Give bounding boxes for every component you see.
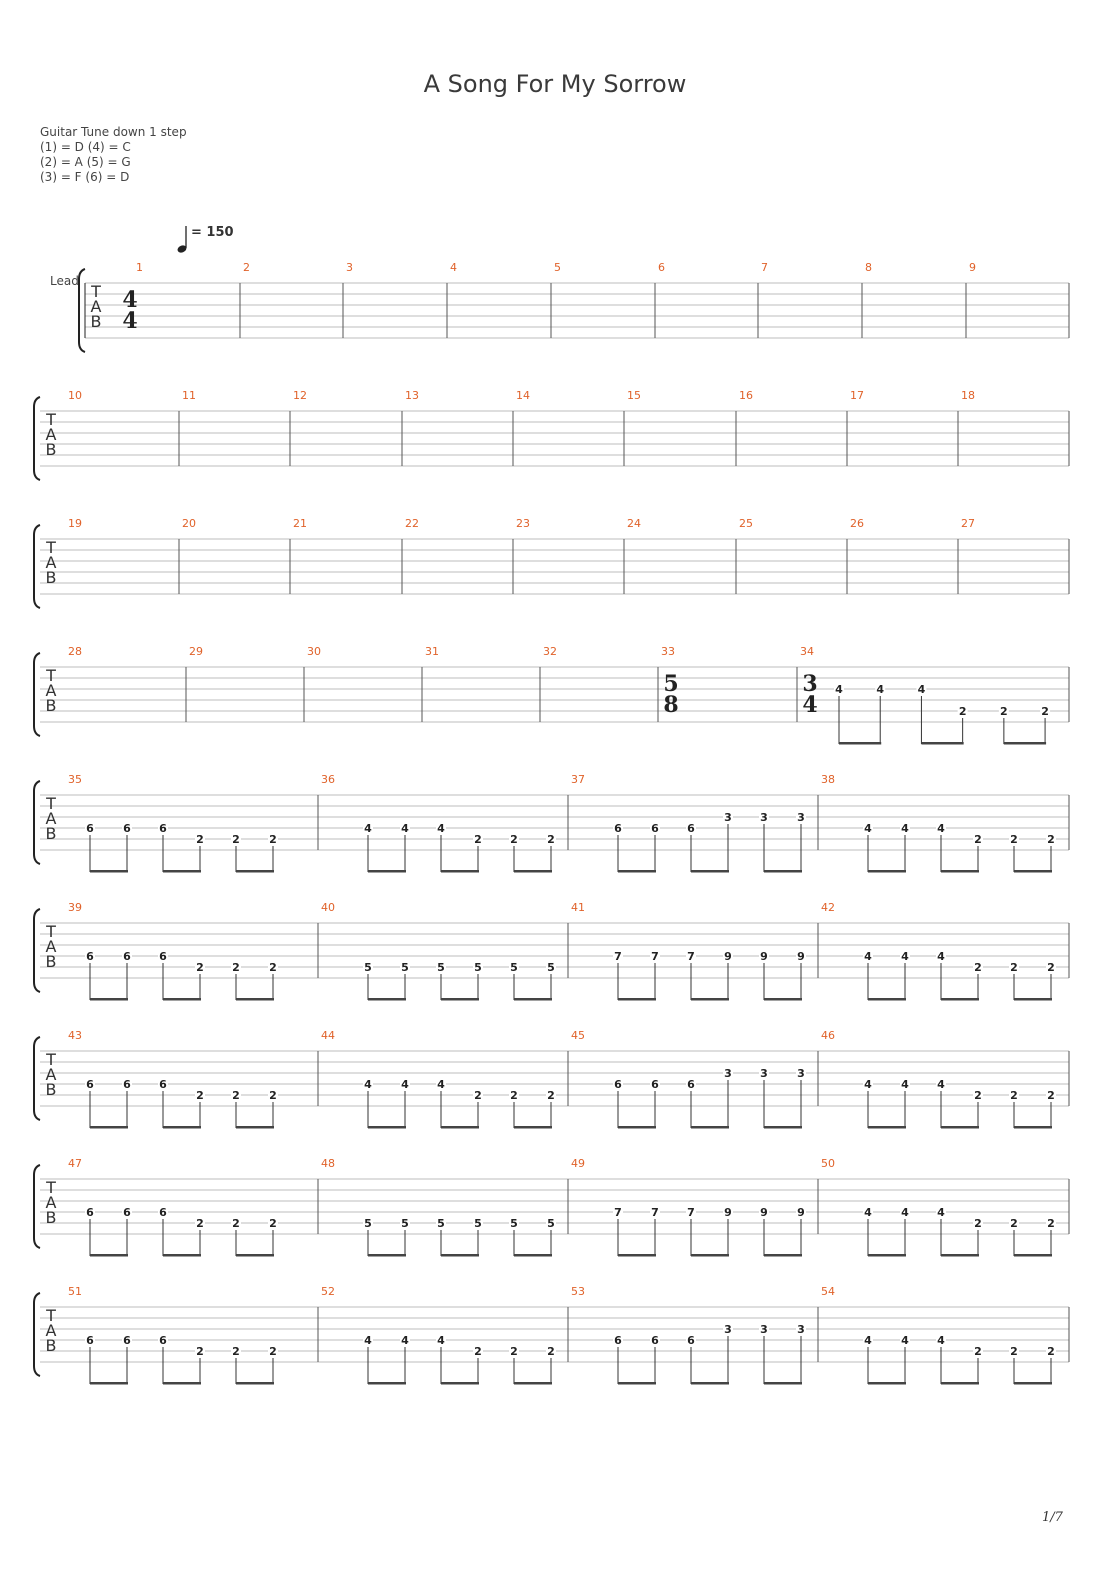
- beam: [441, 1126, 479, 1129]
- fret-number: 2: [1010, 833, 1018, 846]
- fret-number: 5: [510, 1217, 518, 1230]
- beam: [90, 998, 128, 1001]
- fret-number: 2: [1010, 961, 1018, 974]
- beam: [1014, 1254, 1052, 1257]
- fret-number: 6: [651, 1078, 659, 1091]
- fret-number: 7: [614, 1206, 622, 1219]
- beam: [441, 998, 479, 1001]
- measure-number: 44: [321, 1029, 335, 1042]
- fret-number: 6: [86, 1078, 94, 1091]
- fret-number: 4: [876, 683, 885, 696]
- fret-number: 6: [651, 1334, 659, 1347]
- beam: [90, 870, 128, 873]
- fret-number: 4: [401, 1334, 409, 1347]
- fret-number: 2: [974, 1089, 982, 1102]
- beam: [691, 1126, 729, 1129]
- measure-number: 11: [182, 389, 196, 402]
- fret-number: 9: [724, 950, 732, 963]
- tab-clef-letter: T: [46, 538, 56, 557]
- tab-clef-letter: B: [45, 1208, 57, 1227]
- beam: [441, 870, 479, 873]
- fret-number: 7: [687, 950, 695, 963]
- measure-number: 16: [739, 389, 753, 402]
- beam: [163, 998, 201, 1001]
- measure-number: 51: [68, 1285, 82, 1298]
- fret-number: 2: [196, 1217, 204, 1230]
- tab-clef-letter: B: [45, 696, 57, 715]
- beam: [618, 998, 656, 1001]
- measure-number: 43: [68, 1029, 82, 1042]
- beam: [941, 1254, 979, 1257]
- beam: [691, 870, 729, 873]
- measure-number: 1: [136, 261, 143, 274]
- measure-number: 37: [571, 773, 585, 786]
- fret-number: 4: [901, 1334, 909, 1347]
- system-bracket: [34, 397, 40, 480]
- tab-clef-letter: A: [45, 809, 57, 828]
- measure-number: 48: [321, 1157, 335, 1170]
- beam: [1004, 742, 1046, 745]
- fret-number: 6: [687, 822, 695, 835]
- beam: [236, 1382, 274, 1385]
- fret-number: 5: [474, 1217, 482, 1230]
- fret-number: 3: [797, 1323, 805, 1336]
- measure-number: 10: [68, 389, 82, 402]
- fret-number: 7: [687, 1206, 695, 1219]
- measure-number: 35: [68, 773, 82, 786]
- beam: [90, 1126, 128, 1129]
- fret-number: 2: [1047, 1217, 1055, 1230]
- tab-clef-letter: T: [46, 666, 56, 685]
- measure-number: 3: [346, 261, 353, 274]
- fret-number: 2: [1047, 961, 1055, 974]
- fret-number: 2: [1047, 833, 1055, 846]
- beam: [941, 1382, 979, 1385]
- system-bracket: [79, 269, 85, 352]
- beam: [618, 1126, 656, 1129]
- tab-clef-letter: T: [91, 282, 101, 301]
- beam: [921, 742, 963, 745]
- fret-number: 2: [232, 961, 240, 974]
- fret-number: 2: [269, 961, 277, 974]
- page-number: 1/7: [1042, 1510, 1063, 1525]
- fret-number: 3: [760, 811, 768, 824]
- time-signature-bottom: 8: [663, 692, 679, 718]
- beam: [163, 1254, 201, 1257]
- time-signature-top: 5: [663, 671, 679, 697]
- tab-clef-letter: B: [45, 568, 57, 587]
- measure-number: 41: [571, 901, 585, 914]
- measure-number: 24: [627, 517, 641, 530]
- fret-number: 6: [86, 1334, 94, 1347]
- fret-number: 4: [864, 950, 872, 963]
- system-bracket: [34, 1037, 40, 1120]
- tab-clef-letter: A: [45, 937, 57, 956]
- fret-number: 6: [687, 1334, 695, 1347]
- fret-number: 2: [269, 1217, 277, 1230]
- fret-number: 2: [1010, 1345, 1018, 1358]
- beam: [368, 998, 406, 1001]
- fret-number: 2: [1047, 1345, 1055, 1358]
- beam: [764, 1126, 802, 1129]
- measure-number: 40: [321, 901, 335, 914]
- fret-number: 4: [364, 1334, 372, 1347]
- fret-number: 2: [510, 1089, 518, 1102]
- measure-number: 17: [850, 389, 864, 402]
- fret-number: 4: [864, 1334, 872, 1347]
- fret-number: 6: [86, 822, 94, 835]
- system-bracket: [34, 909, 40, 992]
- fret-number: 2: [1041, 705, 1049, 718]
- beam: [764, 870, 802, 873]
- system-bracket: [34, 1165, 40, 1248]
- fret-number: 2: [1010, 1217, 1018, 1230]
- tab-clef-letter: A: [45, 425, 57, 444]
- tuning-line: (3) = F (6) = D: [40, 170, 130, 184]
- beam: [764, 1254, 802, 1257]
- measure-number: 15: [627, 389, 641, 402]
- measure-number: 54: [821, 1285, 835, 1298]
- fret-number: 6: [86, 1206, 94, 1219]
- tab-clef-letter: T: [46, 794, 56, 813]
- fret-number: 4: [937, 1078, 945, 1091]
- tab-clef-letter: A: [45, 553, 57, 572]
- fret-number: 5: [547, 1217, 555, 1230]
- measure-number: 2: [243, 261, 250, 274]
- tab-clef-letter: B: [90, 312, 102, 331]
- fret-number: 2: [232, 1217, 240, 1230]
- measure-number: 38: [821, 773, 835, 786]
- fret-number: 6: [687, 1078, 695, 1091]
- beam: [868, 1382, 906, 1385]
- fret-number: 2: [974, 1217, 982, 1230]
- system-bracket: [34, 1293, 40, 1376]
- beam: [1014, 998, 1052, 1001]
- time-signature-top: 3: [802, 671, 818, 697]
- beam: [368, 1254, 406, 1257]
- beam: [90, 1382, 128, 1385]
- beam: [441, 1254, 479, 1257]
- measure-number: 36: [321, 773, 335, 786]
- beam: [514, 1382, 552, 1385]
- fret-number: 4: [937, 1206, 945, 1219]
- system-bracket: [34, 653, 40, 736]
- fret-number: 4: [401, 822, 409, 835]
- measure-number: 20: [182, 517, 196, 530]
- fret-number: 6: [86, 950, 94, 963]
- measure-number: 29: [189, 645, 203, 658]
- measure-number: 21: [293, 517, 307, 530]
- fret-number: 4: [901, 1206, 909, 1219]
- system-bracket: [34, 781, 40, 864]
- fret-number: 9: [724, 1206, 732, 1219]
- fret-number: 5: [437, 1217, 445, 1230]
- beam: [236, 870, 274, 873]
- measure-number: 12: [293, 389, 307, 402]
- measure-number: 5: [554, 261, 561, 274]
- fret-number: 3: [724, 1067, 732, 1080]
- fret-number: 4: [937, 950, 945, 963]
- fret-number: 2: [974, 961, 982, 974]
- fret-number: 2: [974, 1345, 982, 1358]
- fret-number: 6: [159, 1078, 167, 1091]
- fret-number: 4: [437, 1078, 445, 1091]
- tab-clef-letter: B: [45, 440, 57, 459]
- fret-number: 3: [724, 811, 732, 824]
- time-signature-bottom: 4: [122, 308, 138, 334]
- fret-number: 6: [159, 950, 167, 963]
- fret-number: 5: [510, 961, 518, 974]
- beam: [236, 1126, 274, 1129]
- tuning-line: (1) = D (4) = C: [40, 140, 131, 154]
- beam: [514, 1126, 552, 1129]
- tempo-value: = 150: [191, 225, 234, 240]
- fret-number: 5: [364, 1217, 372, 1230]
- fret-number: 6: [614, 1334, 622, 1347]
- fret-number: 5: [474, 961, 482, 974]
- fret-number: 3: [724, 1323, 732, 1336]
- tab-clef-letter: T: [46, 1306, 56, 1325]
- fret-number: 3: [797, 1067, 805, 1080]
- measure-number: 14: [516, 389, 530, 402]
- fret-number: 2: [1010, 1089, 1018, 1102]
- fret-number: 6: [123, 950, 131, 963]
- beam: [764, 1382, 802, 1385]
- tab-clef-letter: B: [45, 952, 57, 971]
- fret-number: 7: [651, 1206, 659, 1219]
- measure-number: 53: [571, 1285, 585, 1298]
- fret-number: 6: [123, 822, 131, 835]
- fret-number: 7: [614, 950, 622, 963]
- fret-number: 2: [232, 1089, 240, 1102]
- measure-number: 32: [543, 645, 557, 658]
- fret-number: 5: [401, 1217, 409, 1230]
- fret-number: 4: [864, 1078, 872, 1091]
- fret-number: 4: [364, 1078, 372, 1091]
- tab-clef-letter: T: [46, 922, 56, 941]
- beam: [868, 1126, 906, 1129]
- fret-number: 3: [797, 811, 805, 824]
- fret-number: 2: [196, 833, 204, 846]
- time-signature-bottom: 4: [802, 692, 818, 718]
- beam: [514, 870, 552, 873]
- fret-number: 5: [547, 961, 555, 974]
- system-bracket: [34, 525, 40, 608]
- beam: [618, 1254, 656, 1257]
- fret-number: 2: [269, 1345, 277, 1358]
- fret-number: 4: [437, 822, 445, 835]
- measure-number: 9: [969, 261, 976, 274]
- fret-number: 2: [1047, 1089, 1055, 1102]
- beam: [90, 1254, 128, 1257]
- tab-clef-letter: A: [45, 1321, 57, 1340]
- tab-clef-letter: B: [45, 1080, 57, 1099]
- fret-number: 6: [123, 1078, 131, 1091]
- fret-number: 3: [760, 1323, 768, 1336]
- beam: [868, 1254, 906, 1257]
- fret-number: 2: [547, 1345, 555, 1358]
- measure-number: 27: [961, 517, 975, 530]
- measure-number: 4: [450, 261, 457, 274]
- fret-number: 2: [196, 961, 204, 974]
- fret-number: 6: [651, 822, 659, 835]
- measure-number: 31: [425, 645, 439, 658]
- fret-number: 2: [474, 1345, 482, 1358]
- measure-number: 45: [571, 1029, 585, 1042]
- measure-number: 34: [800, 645, 814, 658]
- beam: [163, 1382, 201, 1385]
- song-title: A Song For My Sorrow: [423, 70, 687, 98]
- beam: [691, 1382, 729, 1385]
- fret-number: 5: [364, 961, 372, 974]
- fret-number: 2: [474, 833, 482, 846]
- fret-number: 6: [614, 822, 622, 835]
- fret-number: 3: [760, 1067, 768, 1080]
- fret-number: 6: [159, 822, 167, 835]
- measure-number: 52: [321, 1285, 335, 1298]
- beam: [618, 870, 656, 873]
- beam: [368, 1126, 406, 1129]
- fret-number: 2: [958, 705, 967, 718]
- time-signature-top: 4: [122, 287, 138, 313]
- fret-number: 7: [651, 950, 659, 963]
- beam: [1014, 1126, 1052, 1129]
- tab-clef-letter: B: [45, 824, 57, 843]
- fret-number: 4: [437, 1334, 445, 1347]
- measure-number: 39: [68, 901, 82, 914]
- fret-number: 2: [547, 833, 555, 846]
- fret-number: 2: [547, 1089, 555, 1102]
- fret-number: 4: [401, 1078, 409, 1091]
- measure-number: 42: [821, 901, 835, 914]
- fret-number: 5: [437, 961, 445, 974]
- beam: [764, 998, 802, 1001]
- measure-number: 26: [850, 517, 864, 530]
- beam: [691, 1254, 729, 1257]
- measure-number: 30: [307, 645, 321, 658]
- beam: [236, 998, 274, 1001]
- beam: [941, 870, 979, 873]
- fret-number: 2: [269, 1089, 277, 1102]
- measure-number: 7: [761, 261, 768, 274]
- beam: [839, 742, 881, 745]
- fret-number: 6: [159, 1206, 167, 1219]
- tab-clef-letter: T: [46, 1050, 56, 1069]
- measure-number: 19: [68, 517, 82, 530]
- beam: [1014, 1382, 1052, 1385]
- measure-number: 50: [821, 1157, 835, 1170]
- measure-number: 28: [68, 645, 82, 658]
- tab-clef-letter: T: [46, 1178, 56, 1197]
- fret-number: 9: [760, 950, 768, 963]
- fret-number: 4: [901, 822, 909, 835]
- fret-number: 6: [123, 1206, 131, 1219]
- beam: [1014, 870, 1052, 873]
- fret-number: 2: [1000, 705, 1008, 718]
- measure-number: 13: [405, 389, 419, 402]
- fret-number: 2: [510, 833, 518, 846]
- fret-number: 2: [474, 1089, 482, 1102]
- beam: [368, 870, 406, 873]
- fret-number: 2: [269, 833, 277, 846]
- fret-number: 4: [864, 1206, 872, 1219]
- measure-number: 49: [571, 1157, 585, 1170]
- fret-number: 9: [797, 1206, 805, 1219]
- fret-number: 5: [401, 961, 409, 974]
- measure-number: 25: [739, 517, 753, 530]
- fret-number: 4: [937, 1334, 945, 1347]
- fret-number: 4: [864, 822, 872, 835]
- beam: [691, 998, 729, 1001]
- fret-number: 2: [196, 1345, 204, 1358]
- tab-clef-letter: T: [46, 410, 56, 429]
- measure-number: 6: [658, 261, 665, 274]
- tab-clef-letter: A: [45, 1065, 57, 1084]
- measure-number: 22: [405, 517, 419, 530]
- beam: [368, 1382, 406, 1385]
- tuning-line: (2) = A (5) = G: [40, 155, 131, 169]
- beam: [514, 998, 552, 1001]
- beam: [618, 1382, 656, 1385]
- fret-number: 4: [901, 950, 909, 963]
- fret-number: 2: [974, 833, 982, 846]
- fret-number: 9: [797, 950, 805, 963]
- beam: [441, 1382, 479, 1385]
- fret-number: 4: [917, 683, 926, 696]
- beam: [514, 1254, 552, 1257]
- beam: [163, 870, 201, 873]
- tab-clef-letter: A: [45, 1193, 57, 1212]
- fret-number: 4: [901, 1078, 909, 1091]
- beam: [941, 998, 979, 1001]
- beam: [163, 1126, 201, 1129]
- tuning-header: Guitar Tune down 1 step: [40, 125, 187, 139]
- fret-number: 4: [835, 683, 843, 696]
- tab-clef-letter: A: [90, 297, 102, 316]
- measure-number: 33: [661, 645, 675, 658]
- tab-clef-letter: A: [45, 681, 57, 700]
- track-name: Lead: [50, 274, 79, 288]
- tab-clef-letter: B: [45, 1336, 57, 1355]
- fret-number: 4: [364, 822, 372, 835]
- measure-number: 47: [68, 1157, 82, 1170]
- fret-number: 2: [196, 1089, 204, 1102]
- fret-number: 6: [159, 1334, 167, 1347]
- fret-number: 2: [510, 1345, 518, 1358]
- fret-number: 6: [614, 1078, 622, 1091]
- measure-number: 18: [961, 389, 975, 402]
- fret-number: 4: [937, 822, 945, 835]
- beam: [941, 1126, 979, 1129]
- fret-number: 9: [760, 1206, 768, 1219]
- fret-number: 2: [232, 1345, 240, 1358]
- measure-number: 46: [821, 1029, 835, 1042]
- beam: [236, 1254, 274, 1257]
- beam: [868, 870, 906, 873]
- fret-number: 6: [123, 1334, 131, 1347]
- beam: [868, 998, 906, 1001]
- measure-number: 8: [865, 261, 872, 274]
- measure-number: 23: [516, 517, 530, 530]
- fret-number: 2: [232, 833, 240, 846]
